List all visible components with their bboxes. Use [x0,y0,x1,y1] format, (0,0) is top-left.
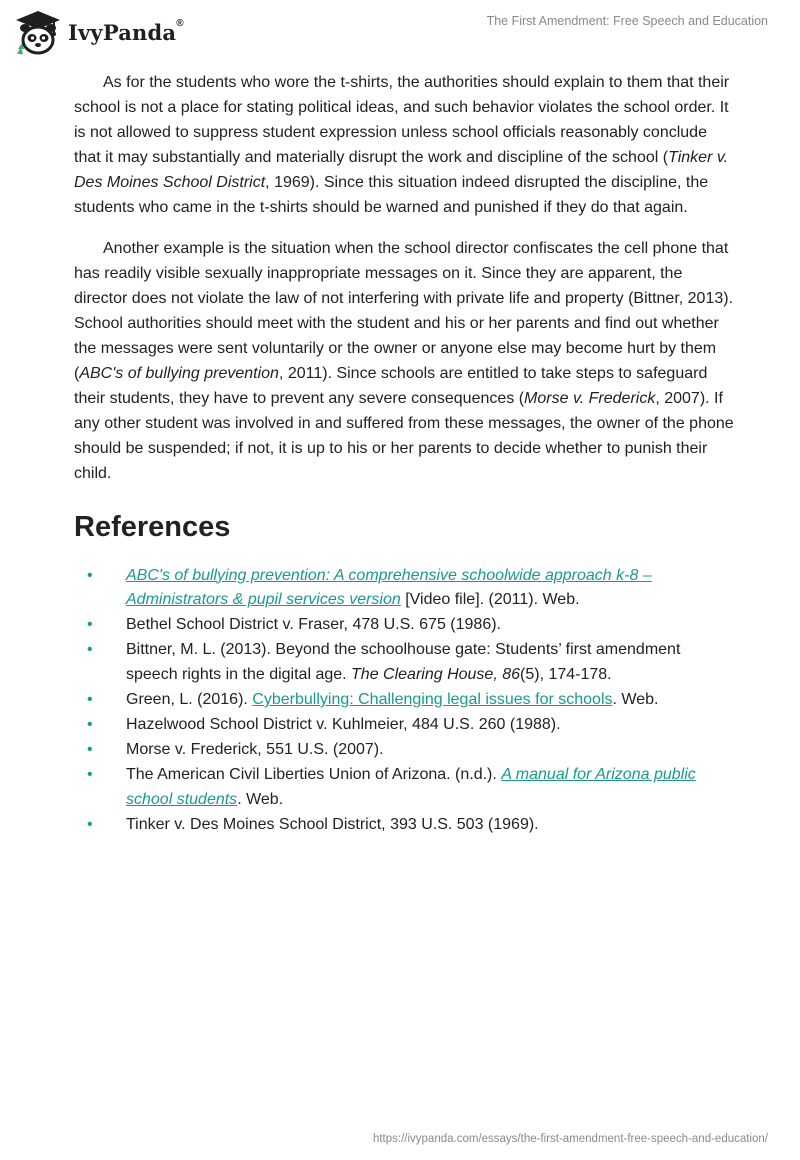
bullet-icon: • [87,691,93,709]
reference-item: • Bittner, M. L. (2013). Beyond the schoolhouse gate: Students’ first amendment speech rights in the digital age. The Clearing House, 86(5), 174-178. [74,638,734,688]
references-heading: References [74,510,231,543]
bullet-icon: • [87,715,93,733]
reference-item: • Morse v. Frederick, 551 U.S. (2007). [74,738,734,763]
reference-link[interactable]: A manual for Arizona public school students [126,765,696,808]
bullet-icon: • [87,616,93,634]
brand-name: IvyPanda® [68,17,184,45]
panda-graduate-icon [14,9,62,55]
references-list [74,564,734,838]
document-title: The First Amendment: Free Speech and Education [486,14,768,28]
bullet-icon: • [87,566,93,584]
reference-item: • Tinker v. Des Moines School District, 393 U.S. 503 (1969). [74,813,734,838]
reference-link[interactable]: Cyberbullying: Challenging legal issues for schools [252,691,613,709]
reference-item: • ABC's of bullying prevention: A comprehensive schoolwide approach k-8 – Administrators & pupil services version [Video file]. (2011). Web. [74,564,734,614]
bullet-icon: • [87,740,93,758]
reference-item: • The American Civil Liberties Union of Arizona. (n.d.). A manual for Arizona public school students. Web. [74,763,734,813]
page-header [0,0,800,64]
reference-item: • Hazelwood School District v. Kuhlmeier, 484 U.S. 260 (1988). [74,713,734,738]
paragraph-tshirts: As for the students who wore the t-shirts, the authorities should explain to them that their school is not a place for stating political ideas, and such behavior violates the school order. It is not allowed to suppress student expression unless school officials reasonably conclude that it may substantially and materially disrupt the work and discipline of the school (Tinker v. Des Moines School District, 1969). Since this situation indeed disrupted the discipline, the students who came in the t-shirts should be warned and punished if they do that again. [74,74,730,216]
reference-item: • Bethel School District v. Fraser, 478 U.S. 675 (1986). [74,613,734,638]
bullet-icon: • [87,765,93,783]
reference-link[interactable]: ABC's of bullying prevention: A comprehensive schoolwide approach k-8 – Administrators & pupil services version [126,566,652,609]
essay-content [74,71,734,837]
paragraph-cell-phone: Another example is the situation when the school director confiscates the cell phone that has readily visible sexually inappropriate messages on it. Since they are apparent, the director does not violate the law of not interfering with private life and property (Bittner, 2013). School authorities should meet with the student and his or her parents and find out whether the messages were sent voluntarily or the owner or anyone else may become hurt by them (ABC's of bullying prevention, 2011). Since schools are entitled to take steps to safeguard their students, they have to prevent any severe consequences (Morse v. Frederick, 2007). If any other student was involved in and suffered from these messages, the owner of the phone should be suspended; if not, it is up to his or her parents to decide whether to punish their child. [74,240,734,482]
footer-url[interactable]: https://ivypanda.com/essays/the-first-amendment-free-speech-and-education/ [372,1133,768,1145]
reference-item: • Green, L. (2016). Cyberbullying: Challenging legal issues for schools. Web. [74,688,734,713]
ivypanda-logo[interactable] [14,8,184,56]
bullet-icon: • [87,641,93,659]
bullet-icon: • [87,815,93,833]
